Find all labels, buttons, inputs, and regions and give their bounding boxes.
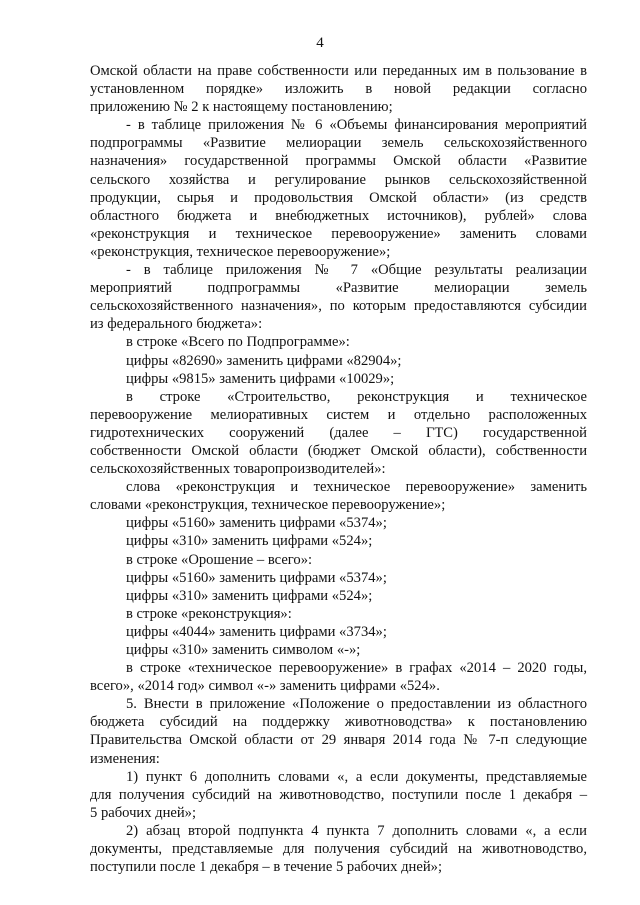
- text-line: для получения субсидий на животноводство, поступили после 1 декабря –: [90, 786, 587, 803]
- text-line: цифры «82690» заменить цифрами «82904»;: [126, 352, 402, 369]
- text-line: всего», «2014 год» символ «-» заменить цифрами «524».: [90, 678, 440, 695]
- text-line: изменения:: [90, 750, 160, 767]
- text-line: документы, представляемые для получения субсидий на животноводство,: [90, 841, 587, 858]
- text-line: в строке «техническое перевооружение» в графах «2014 – 2020 годы,: [126, 660, 587, 677]
- text-line: - в таблице приложения № 6 «Объемы финансирования мероприятий: [126, 117, 587, 134]
- text-line: в строке «Строительство, реконструкция и техническое: [126, 388, 587, 405]
- text-line: «реконструкция и техническое перевооружение» заменить словами: [90, 225, 587, 242]
- text-line: «реконструкция, техническое перевооружение»;: [90, 243, 391, 260]
- text-line: гидротехнических сооружений (далее – ГТС) государственной: [90, 424, 587, 441]
- page-number: 4: [316, 35, 324, 51]
- text-line: собственности Омской области (бюджет Омской области), собственности: [90, 442, 587, 459]
- text-line: Омской области на праве собственности или переданных им в пользование в: [90, 63, 587, 79]
- text-line: из федерального бюджета»:: [90, 316, 263, 333]
- text-line: цифры «310» заменить цифрами «524»;: [126, 533, 373, 550]
- text-line: сельскохозяйственного назначения», по которым предоставляются субсидии: [90, 298, 587, 315]
- text-line: в строке «Орошение – всего»:: [126, 551, 313, 568]
- text-line: назначения» государственной программы Омской области «Развитие: [90, 153, 587, 170]
- text-line: слова «реконструкция и техническое перевооружение» заменить: [126, 479, 587, 496]
- text-line: перевооружение мелиоративных систем и отдельно расположенных: [90, 406, 587, 423]
- text-line: поступили после 1 декабря – в течение 5 рабочих дней»;: [90, 859, 442, 876]
- text-line: сельского хозяйства и регулирование рынков сельскохозяйственной: [90, 171, 587, 188]
- document-body: [90, 62, 587, 876]
- text-line: цифры «9815» заменить цифрами «10029»;: [126, 370, 395, 387]
- text-line: в строке «реконструкция»:: [126, 605, 292, 622]
- text-line: продукции, сырья и продовольствия Омской области» (из средств: [90, 189, 587, 206]
- text-line: 5. Внести в приложение «Положение о предоставлении из областного: [126, 696, 587, 713]
- text-line: 1) пункт 6 дополнить словами «, а если документы, представляемые: [126, 768, 587, 785]
- text-line: цифры «5160» заменить цифрами «5374»;: [126, 515, 387, 532]
- text-line: установленном порядке» изложить в новой редакции согласно: [90, 81, 587, 98]
- text-line: цифры «310» заменить символом «-»;: [126, 642, 361, 658]
- text-line: Правительства Омской области от 29 января 2014 года № 7-п следующие: [90, 732, 587, 749]
- text-line: приложению № 2 к настоящему постановлению;: [90, 99, 393, 116]
- text-line: подпрограммы «Развитие мелиорации земель сельскохозяйственного: [90, 135, 587, 152]
- text-line: бюджета субсидий на поддержку животноводства» к постановлению: [90, 714, 587, 731]
- text-line: словами «реконструкция, техническое перевооружение»;: [90, 497, 446, 514]
- text-line: областного бюджета и внебюджетных источников), рублей» слова: [90, 207, 587, 224]
- text-line: сельскохозяйственных товаропроизводителей»:: [90, 461, 386, 478]
- text-line: - в таблице приложения № 7 «Общие результаты реализации: [126, 262, 587, 279]
- text-line: цифры «4044» заменить цифрами «3734»;: [126, 623, 387, 640]
- text-line: 5 рабочих дней»;: [90, 804, 197, 821]
- text-line: цифры «310» заменить цифрами «524»;: [126, 587, 373, 604]
- text-line: в строке «Всего по Подпрограмме»:: [126, 334, 350, 351]
- text-line: цифры «5160» заменить цифрами «5374»;: [126, 569, 387, 586]
- text-line: 2) абзац второй подпункта 4 пункта 7 дополнить словами «, а если: [126, 822, 587, 839]
- text-line: мероприятий подпрограммы «Развитие мелиорации земель: [90, 280, 587, 297]
